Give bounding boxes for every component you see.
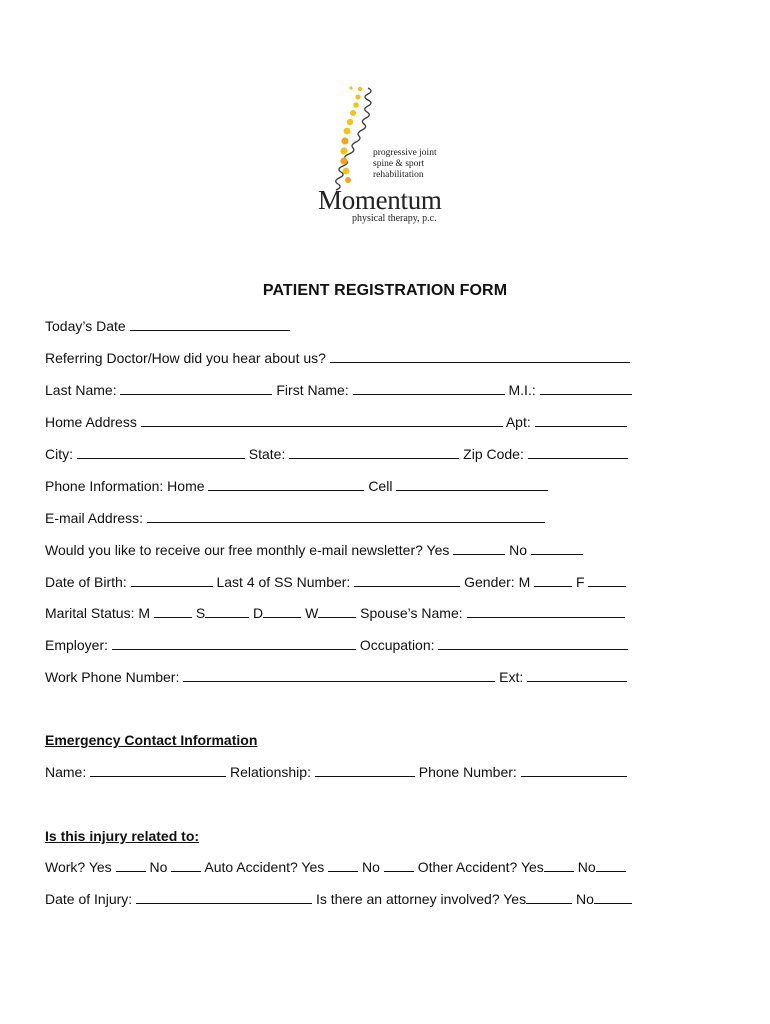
attorney-yes-field[interactable] <box>526 891 572 904</box>
logo-tagline-1: progressive joint <box>373 148 437 158</box>
ext-field[interactable] <box>527 669 627 682</box>
logo-brand-name: Momentum <box>318 185 442 215</box>
employer-label: Employer: <box>45 637 109 653</box>
ec-relationship-label: Relationship: <box>230 764 311 780</box>
ssn-label: Last 4 of SS Number: <box>216 574 351 590</box>
newsletter-label: Would you like to receive our free monthly e-mail newsletter? Yes <box>45 542 450 558</box>
newsletter-no-field[interactable] <box>531 542 583 555</box>
other-yes-label: Other Accident? Yes <box>417 859 544 875</box>
zip-field[interactable] <box>528 446 628 459</box>
other-no-field[interactable] <box>596 859 626 872</box>
occupation-field[interactable] <box>438 637 628 650</box>
first-name-field[interactable] <box>353 382 505 395</box>
other-yes-field[interactable] <box>544 859 574 872</box>
todays-date-field[interactable] <box>130 318 290 331</box>
other-no-label: No <box>577 859 596 875</box>
auto-no-field[interactable] <box>384 859 414 872</box>
last-name-label: Last Name: <box>45 382 117 398</box>
state-label: State: <box>248 446 286 462</box>
injury-heading: Is this injury related to: <box>45 828 200 844</box>
todays-date-row <box>45 318 290 334</box>
cell-label: Cell <box>368 478 393 494</box>
logo-tagline-2: spine & sport <box>373 159 425 169</box>
employer-field[interactable] <box>112 637 356 650</box>
marital-m-field[interactable] <box>154 605 192 618</box>
work-no-field[interactable] <box>171 859 201 872</box>
date-of-injury-row <box>45 891 632 907</box>
mi-field[interactable] <box>540 382 632 395</box>
emergency-contact-row <box>45 764 627 780</box>
ec-phone-field[interactable] <box>521 764 627 777</box>
marital-d-field[interactable] <box>263 605 301 618</box>
company-logo <box>312 80 462 230</box>
marital-w-label: W <box>305 605 319 621</box>
ec-phone-label: Phone Number: <box>418 764 517 780</box>
newsletter-no-label: No <box>509 542 528 558</box>
email-label: E-mail Address: <box>45 510 144 526</box>
work-yes-field[interactable] <box>116 859 146 872</box>
apt-field[interactable] <box>535 414 627 427</box>
work-yes-label: Work? Yes <box>45 859 112 875</box>
ssn-field[interactable] <box>354 574 460 587</box>
mi-label: M.I.: <box>508 382 536 398</box>
gender-f-field[interactable] <box>588 574 626 587</box>
first-name-label: First Name: <box>276 382 349 398</box>
work-phone-label: Work Phone Number: <box>45 669 180 685</box>
dob-label: Date of Birth: <box>45 574 127 590</box>
apt-label: Apt: <box>505 414 531 430</box>
ec-relationship-field[interactable] <box>315 764 415 777</box>
city-field[interactable] <box>77 446 245 459</box>
logo-brand-subtitle: physical therapy, p.c. <box>352 213 437 224</box>
work-phone-field[interactable] <box>183 669 495 682</box>
logo-tagline-3: rehabilitation <box>373 170 424 180</box>
email-field[interactable] <box>147 510 545 523</box>
date-of-injury-field[interactable] <box>136 891 312 904</box>
auto-yes-field[interactable] <box>328 859 358 872</box>
ext-label: Ext: <box>499 669 524 685</box>
referring-doctor-row <box>45 350 630 366</box>
todays-date-label: Today’s Date <box>45 318 126 334</box>
marital-w-field[interactable] <box>318 605 356 618</box>
newsletter-yes-field[interactable] <box>453 542 505 555</box>
phone-row <box>45 478 548 494</box>
name-row <box>45 382 632 398</box>
referring-doctor-field[interactable] <box>330 350 630 363</box>
auto-yes-label: Auto Accident? Yes <box>204 859 325 875</box>
date-of-injury-label: Date of Injury: <box>45 891 133 907</box>
emergency-heading: Emergency Contact Information <box>45 732 258 748</box>
work-no-label: No <box>149 859 168 875</box>
occupation-label: Occupation: <box>359 637 435 653</box>
form-title: PATIENT REGISTRATION FORM <box>262 282 508 299</box>
work-phone-row <box>45 669 627 685</box>
marital-s-label: S <box>195 605 206 621</box>
ec-name-label: Name: <box>45 764 87 780</box>
address-row <box>45 414 627 430</box>
zip-label: Zip Code: <box>463 446 524 462</box>
attorney-no-field[interactable] <box>594 891 632 904</box>
marital-d-label: D <box>253 605 264 621</box>
phone-home-field[interactable] <box>208 478 364 491</box>
injury-related-row <box>45 859 626 875</box>
gender-m-field[interactable] <box>534 574 572 587</box>
referring-doctor-label: Referring Doctor/How did you hear about us? <box>45 350 326 366</box>
home-address-label: Home Address <box>45 414 137 430</box>
marital-s-field[interactable] <box>205 605 249 618</box>
email-row <box>45 510 545 526</box>
spouse-field[interactable] <box>467 605 625 618</box>
newsletter-row <box>45 542 583 558</box>
attorney-no-label: No <box>575 891 594 907</box>
ec-name-field[interactable] <box>90 764 226 777</box>
spouse-label: Spouse’s Name: <box>360 605 463 621</box>
last-name-field[interactable] <box>120 382 272 395</box>
auto-no-label: No <box>362 859 380 875</box>
home-address-field[interactable] <box>141 414 503 427</box>
marital-m-label: Marital Status: M <box>45 605 151 621</box>
cell-field[interactable] <box>396 478 548 491</box>
attorney-yes-label: Is there an attorney involved? Yes <box>315 891 527 907</box>
dob-field[interactable] <box>131 574 213 587</box>
phone-home-label: Phone Information: Home <box>45 478 205 494</box>
dob-row <box>45 574 626 590</box>
city-label: City: <box>45 446 73 462</box>
gender-m-label: Gender: M <box>464 574 531 590</box>
state-field[interactable] <box>289 446 459 459</box>
marital-row <box>45 605 625 621</box>
city-row <box>45 446 628 462</box>
employer-row <box>45 637 628 653</box>
gender-f-label: F <box>576 574 585 590</box>
